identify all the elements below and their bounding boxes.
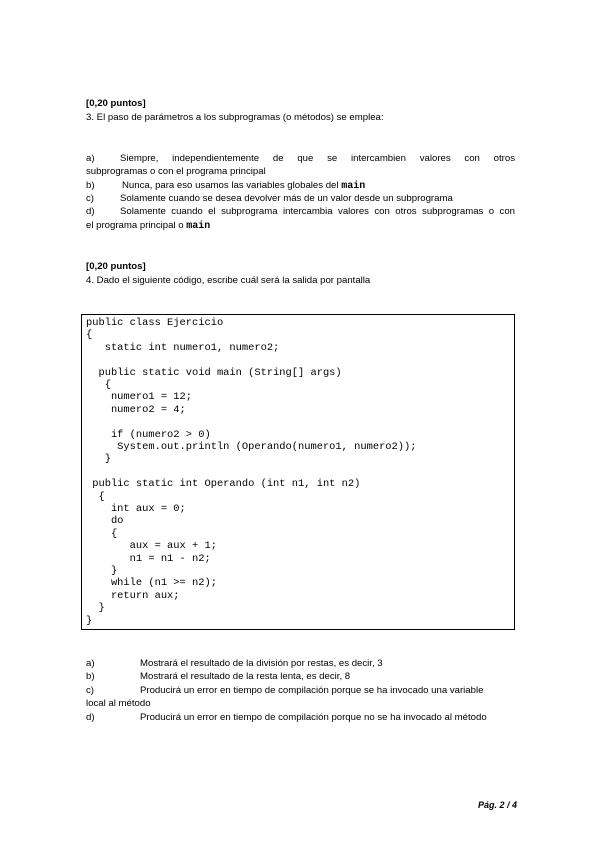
code-line: n1 = n1 - n2; <box>86 552 211 565</box>
code-line: public class Ejercicio <box>86 317 224 329</box>
q3-option-b-keyword: main <box>341 181 366 192</box>
q3-option-c-text: Solamente cuando se desea devolver más de un valor desde un subprograma <box>120 193 453 204</box>
code-line: int aux = 0; <box>86 503 186 515</box>
code-line: } <box>86 602 105 615</box>
q3-option-d-label-line2: el programa principal o <box>86 220 184 231</box>
code-line: while (n1 >= n2); <box>86 577 217 590</box>
q3-option-a-letter: a) <box>86 153 95 164</box>
q3-points: [0,20 puntos] <box>86 98 146 109</box>
code-line: System.out.println (Operando(numero1, numero2)); <box>86 441 417 453</box>
code-line: { <box>86 527 118 540</box>
q3-option-b-label: Nunca, para eso usamos las variables globales del <box>122 180 339 191</box>
code-line: public static int Operando (int n1, int n2) <box>86 478 361 491</box>
code-line: return aux; <box>86 589 180 602</box>
code-line: { <box>86 490 105 503</box>
code-line: numero1 = 12; <box>86 391 193 404</box>
q4-option-d-letter: d) <box>86 712 95 723</box>
q3-option-d-text-line2 <box>86 220 210 233</box>
code-line: { <box>86 329 93 342</box>
q3-statement: 3. El paso de parámetros a los subprogramas (o métodos) se emplea: <box>86 112 384 123</box>
q3-option-d-letter: d) <box>86 206 95 217</box>
q4-option-c-text-line2: local al método <box>86 698 151 709</box>
q3-option-d-text-line1: Solamente cuando el subprograma intercambia valores con otros subprogramas o con <box>120 206 515 217</box>
code-line: if (numero2 > 0) <box>86 428 211 441</box>
code-block <box>81 314 515 630</box>
q3-option-b-letter: b) <box>86 180 95 191</box>
q3-option-a-text-line1: Siempre, independientemente de que se intercambien valores con otros <box>120 153 515 164</box>
q4-option-a-text: Mostrará el resultado de la división por restas, es decir, 3 <box>140 658 383 669</box>
q3-option-c-letter: c) <box>86 193 94 204</box>
code-line: } <box>86 453 111 466</box>
q4-option-a-letter: a) <box>86 658 95 669</box>
q4-points: [0,20 puntos] <box>86 261 146 272</box>
code-line: public static void main (String[] args) <box>86 366 342 379</box>
code-line: static int numero1, numero2; <box>86 341 280 354</box>
code-line: aux = aux + 1; <box>86 540 217 553</box>
q3-option-a-text-line2: subprogramas o con el programa principal <box>86 166 266 177</box>
page-number: Pág. 2 / 4 <box>478 800 518 810</box>
q4-option-c-text-line1: Producirá un error en tiempo de compilación porque se ha invocado una variable <box>140 685 484 696</box>
code-line: } <box>86 614 93 627</box>
q4-option-b-text: Mostrará el resultado de la resta lenta, es decir, 8 <box>140 671 351 682</box>
code-line: } <box>86 565 118 577</box>
q4-option-d-text: Producirá un error en tiempo de compilación porque no se ha invocado al método <box>140 712 487 723</box>
code-line: { <box>86 379 111 391</box>
q3-option-d-keyword: main <box>186 221 211 232</box>
q4-option-c-letter: c) <box>86 685 94 696</box>
q3-option-b-text <box>122 180 365 193</box>
q4-option-b-letter: b) <box>86 671 95 682</box>
code-line: numero2 = 4; <box>86 403 186 416</box>
q4-statement: 4. Dado el siguiente código, escribe cuál será la salida por pantalla <box>86 275 371 286</box>
code-line: do <box>86 515 124 528</box>
